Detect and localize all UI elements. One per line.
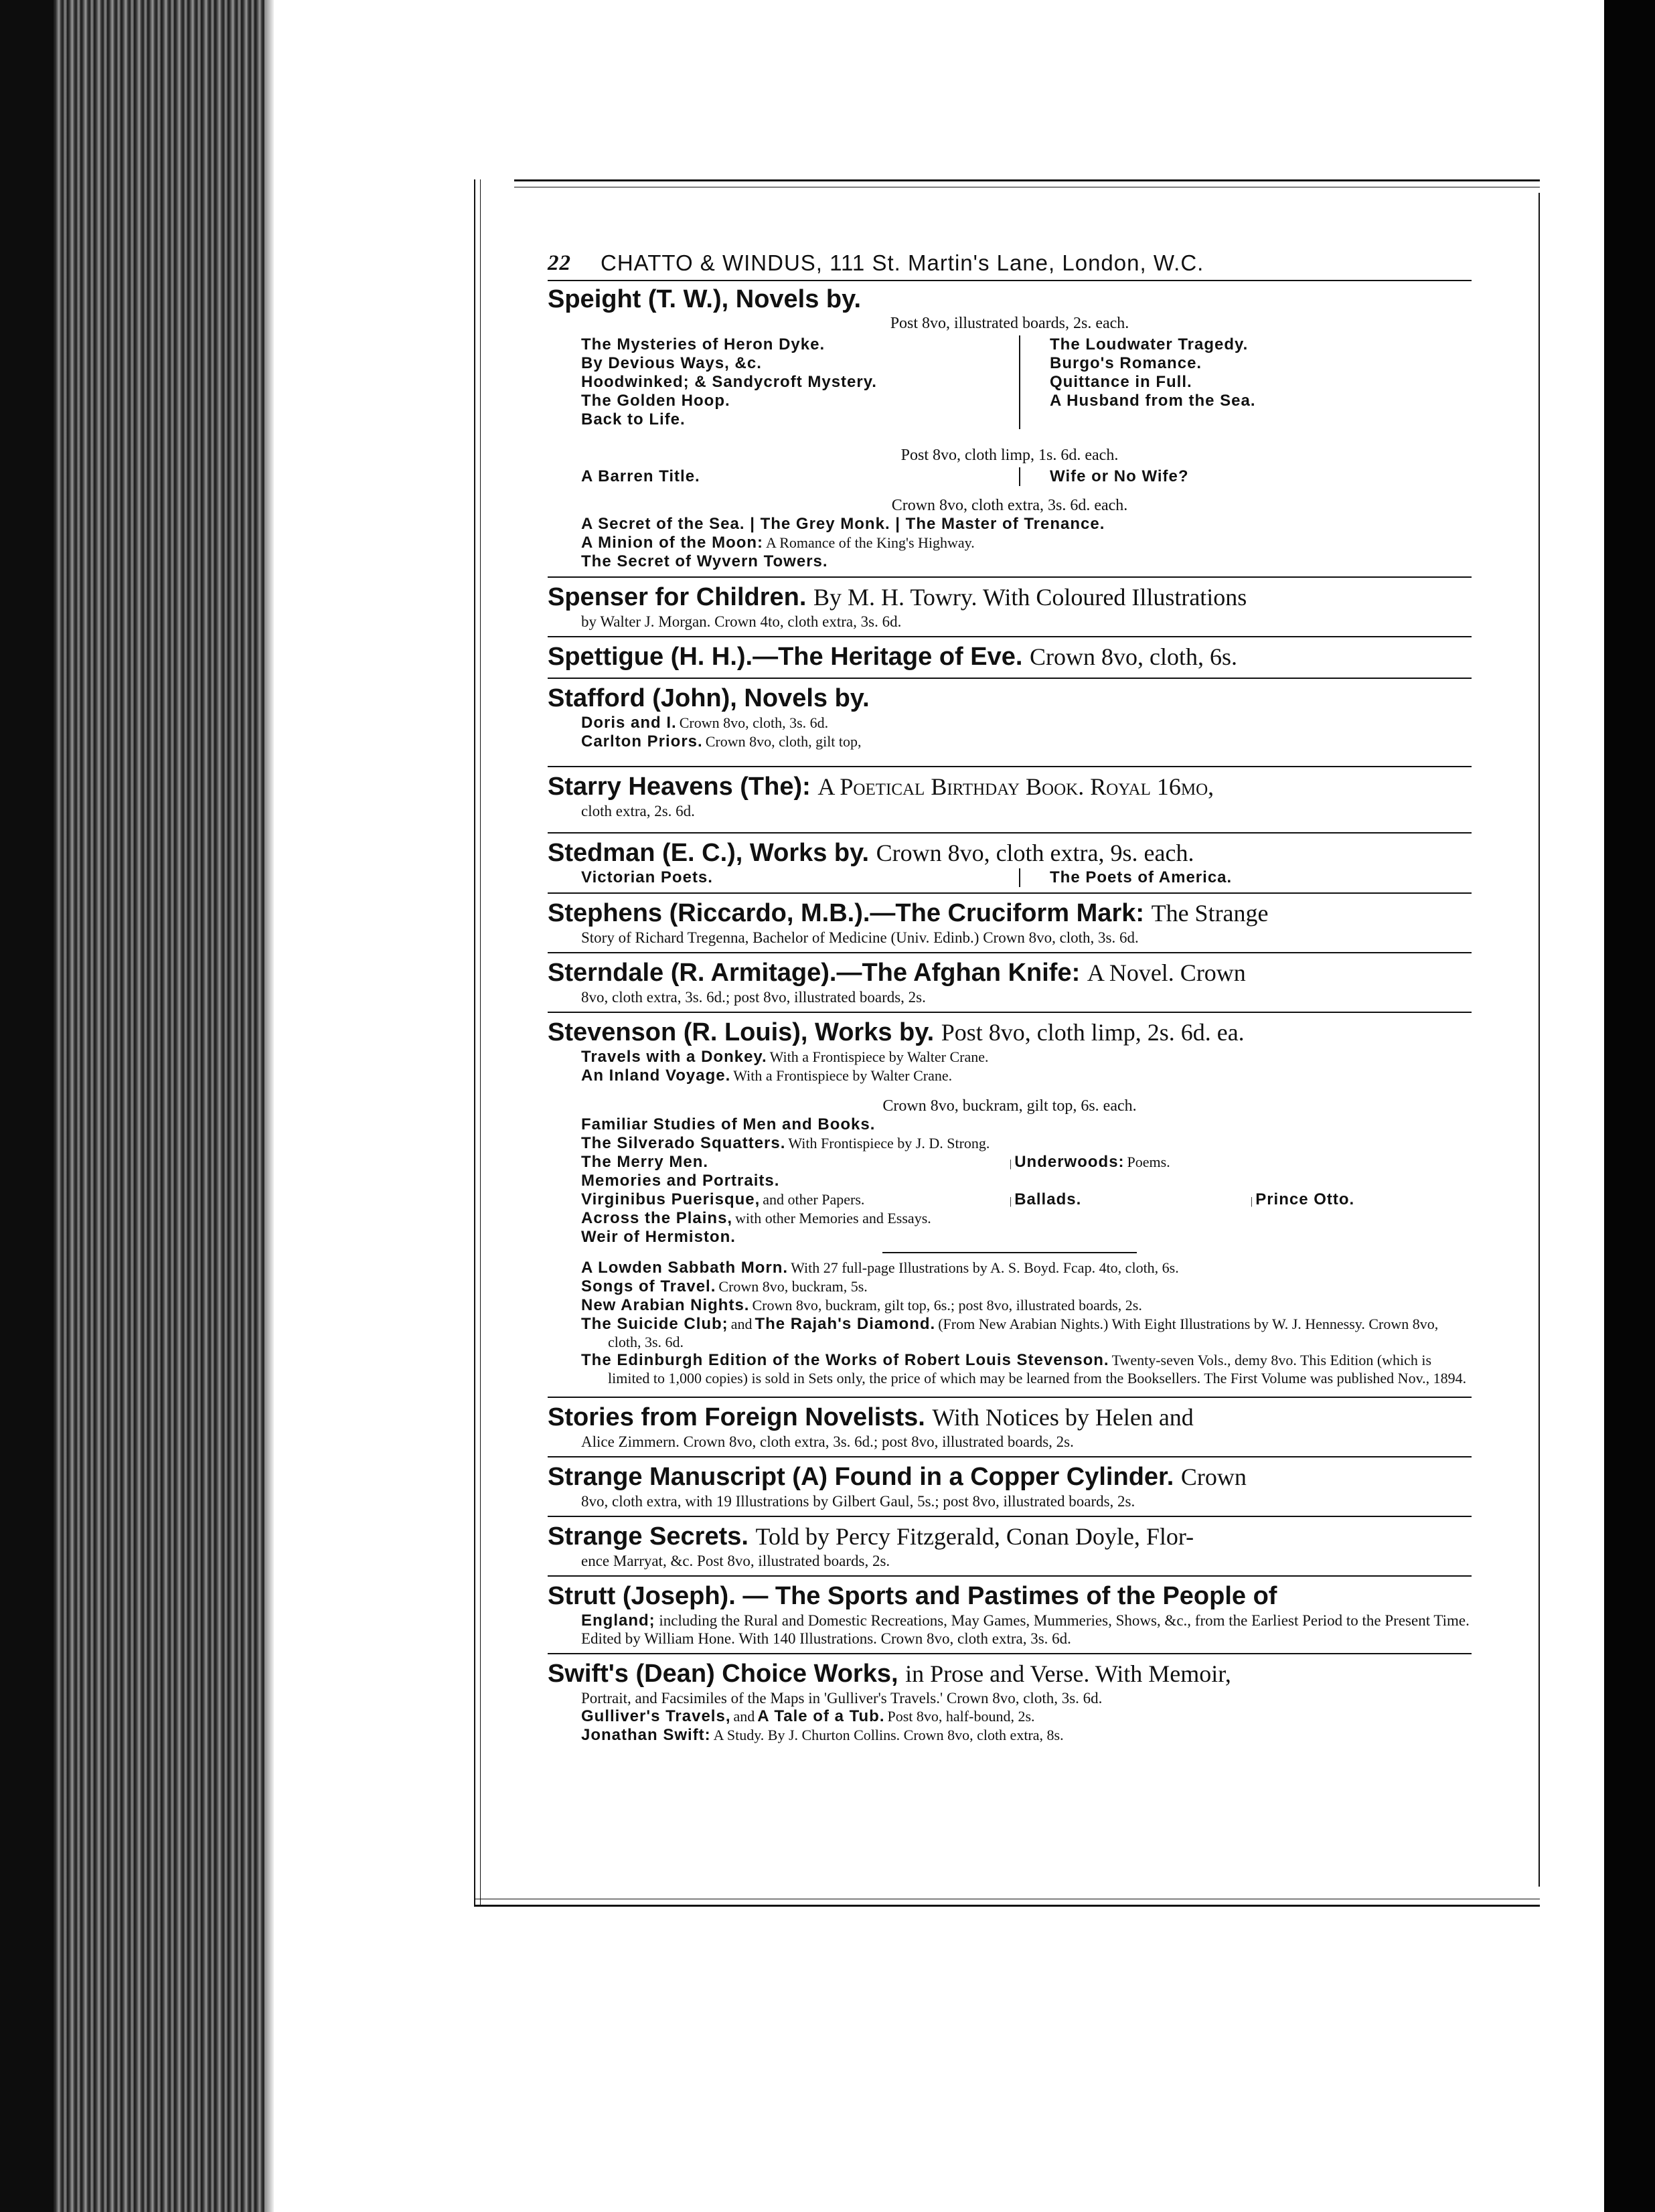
book-title: Carlton Priors. <box>581 732 703 750</box>
book-title: Across the Plains, <box>581 1209 733 1227</box>
frame-bottom-rule <box>474 1899 1540 1907</box>
book-title: A Barren Title. <box>581 467 700 485</box>
book-title: A Lowden Sabbath Morn. <box>581 1259 789 1277</box>
book-title: A Husband from the Sea. <box>1050 392 1256 410</box>
book-title: A Minion of the Moon: <box>581 534 764 552</box>
entry-title: Stedman (E. C.), Works by. <box>548 839 870 867</box>
book-title: Songs of Travel. <box>581 1277 716 1295</box>
entry-details: Story of Richard Tregenna, Bachelor of Medicine (Univ. Edinb.) Crown 8vo, cloth, 3s. 6d. <box>581 929 1139 946</box>
book-title: A Tale of a Tub. <box>757 1707 885 1725</box>
entry-rule <box>548 1456 1472 1457</box>
book-title: By Devious Ways, &c. <box>581 354 762 372</box>
title-column-right <box>1019 335 1434 429</box>
book-details: Post 8vo, half-bound, 2s. <box>887 1708 1035 1725</box>
entry-stories <box>548 1402 1472 1451</box>
entry-description: Crown 8vo, cloth extra, 9s. each. <box>876 840 1194 866</box>
entry-description: Crown <box>1180 1464 1247 1490</box>
entry-details: cloth extra, 2s. 6d. <box>581 803 695 819</box>
book-title: The Poets of America. <box>1050 868 1233 886</box>
entry-rule <box>548 1575 1472 1577</box>
frame-left-rule <box>474 179 481 1907</box>
book-title: New Arabian Nights. <box>581 1296 750 1314</box>
entry-description: in Prose and Verse. With Memoir, <box>905 1660 1231 1687</box>
book-title: Gulliver's Travels, <box>581 1707 731 1725</box>
book-title: Memories and Portraits. <box>581 1172 780 1190</box>
entry-rule <box>548 832 1472 834</box>
entry-sterndale <box>548 957 1472 1006</box>
entry-spenser <box>548 582 1472 631</box>
book-details: Twenty-seven Vols., demy 8vo. This Edition (which is limited to 1,000 copies) is sold in Sets only, the price of which may be learned from the Booksellers. The First Volume was published Nov., 1894. <box>608 1352 1467 1387</box>
book-title: Back to Life. <box>581 410 686 428</box>
price-note: Crown 8vo, cloth extra, 3s. 6d. each. <box>891 497 1128 514</box>
title-column-left <box>581 467 1019 486</box>
entry-swift <box>548 1658 1472 1745</box>
book-details: Crown 8vo, cloth, gilt top, <box>705 733 862 750</box>
section-divider <box>882 1252 1137 1253</box>
book-title: The Merry Men. <box>581 1153 709 1171</box>
entry-details: by Walter J. Morgan. Crown 4to, cloth extra, 3s. 6d. <box>581 613 902 630</box>
entry-rule <box>548 636 1472 637</box>
entry-stephens <box>548 898 1472 947</box>
book-details: A Study. By J. Churton Collins. Crown 8vo, cloth extra, 8s. <box>713 1727 1064 1743</box>
book-title: The Edinburgh Edition of the Works of Robert Louis Stevenson. <box>581 1351 1109 1369</box>
frame-right-rule <box>1539 193 1540 1887</box>
entry-rule <box>548 766 1472 767</box>
page-number: 22 <box>548 250 571 275</box>
entry-title: Swift's (Dean) Choice Works, <box>548 1660 898 1688</box>
book-title: Wife or No Wife? <box>1050 467 1189 485</box>
header-rule <box>548 280 1472 281</box>
entry-strutt <box>548 1581 1472 1648</box>
title-columns <box>581 868 1472 887</box>
page-gutter <box>264 0 274 2212</box>
entry-title: Starry Heavens (The): <box>548 773 811 801</box>
entry-title: Speight (T. W.), Novels by. <box>548 285 862 313</box>
title-column-left <box>581 868 1019 887</box>
entry-stevenson: Stevenson (R. Louis), Works by. Post 8vo, cloth limp, 2s. 6d. ea. Travels with a Donkey. With a Frontispiece by Walter Crane. An Inland Voyage. With a Frontispiece by Walter Crane. Crown 8vo, buckram, gilt top, 6s. each. Familiar Studies of Men and Books. The Silverado Squatters. With Frontispiece by J. D. Strong. The Merry Men. | Underwoods: Poems. Memories and Portraits. Virginibus Puerisque, and other Papers. | Ballads. | Prince Otto. Across the Plains, with other Memories and Essays. Weir of Hermiston. A Lowden Sabbath Morn. With 27 full-page Illustrations by A. S. Boyd. Fcap. 4to, cloth, 6s. Songs of Travel. Crown 8vo, buckram, 5s. New Arabian Nights. Crown 8vo, buckram, gilt top, 6s.; post 8vo, illustrated boards, 2s. The Suicide Club; and The Rajah's Diamond. (From New Arabian Nights.) With Eight Illustrations by W. J. Hennessy. Crown 8vo, cloth, 3s. 6d. The Edinburgh Edition of the Works of Robert Louis Stevenson. Twenty-seven Vols., demy 8vo. This Edition (which is limited to 1,000 copies) is sold in Sets only, the price of which may be learned from the Booksellers. The First Volume was published Nov., 1894. <box>548 1017 1472 1387</box>
book-details: and other Papers. <box>763 1191 865 1208</box>
entry-stafford <box>548 683 1472 751</box>
entry-description: A Novel. Crown <box>1087 959 1246 986</box>
book-title: The Suicide Club; <box>581 1315 728 1333</box>
entry-details: 8vo, cloth extra, with 19 Illustrations by Gilbert Gaul, 5s.; post 8vo, illustrated boards, 2s. <box>581 1493 1135 1510</box>
book-title: Underwoods: <box>1014 1153 1125 1171</box>
entry-details: ence Marryat, &c. Post 8vo, illustrated boards, 2s. <box>581 1553 890 1569</box>
book-details: Crown 8vo, buckram, gilt top, 6s.; post 8vo, illustrated boards, 2s. <box>752 1297 1142 1314</box>
title-column-right <box>1019 467 1434 486</box>
book-title: Virginibus Puerisque, <box>581 1190 761 1208</box>
price-note: Post 8vo, illustrated boards, 2s. each. <box>890 315 1129 332</box>
connector: and <box>733 1708 755 1725</box>
frame-top-rule <box>514 179 1540 187</box>
book-title: The Mysteries of Heron Dyke. <box>581 335 825 353</box>
book-title: Doris and I. <box>581 714 677 732</box>
entry-title: Strutt (Joseph). — The Sports and Pastimes of the People of <box>548 1582 1277 1610</box>
book-title: Familiar Studies of Men and Books. <box>581 1115 876 1133</box>
book-title: Ballads. <box>1014 1190 1082 1208</box>
entry-description: By M. H. Towry. With Coloured Illustrations <box>813 584 1247 611</box>
entry-rule <box>548 1397 1472 1398</box>
entry-rule <box>548 892 1472 894</box>
book-title: Jonathan Swift: <box>581 1726 711 1744</box>
entry-rule <box>548 576 1472 578</box>
book-details: With Frontispiece by J. D. Strong. <box>788 1135 990 1152</box>
entry-starry-heavens <box>548 771 1472 820</box>
price-note: Crown 8vo, buckram, gilt top, 6s. each. <box>882 1097 1137 1115</box>
entry-description: With Notices by Helen and <box>932 1404 1194 1431</box>
running-header <box>548 249 1472 277</box>
title-column-left <box>581 335 1019 429</box>
publisher-address: 111 St. Martin's Lane, London, W.C. <box>830 250 1204 275</box>
book-details: With a Frontispiece by Walter Crane. <box>733 1067 953 1084</box>
book-title: An Inland Voyage. <box>581 1066 731 1085</box>
book-details: With 27 full-page Illustrations by A. S. Boyd. Fcap. 4to, cloth, 6s. <box>791 1259 1179 1276</box>
entry-title: Stafford (John), Novels by. <box>548 684 870 712</box>
book-details: With a Frontispiece by Walter Crane. <box>769 1048 989 1065</box>
entry-description: The Strange <box>1151 900 1269 927</box>
book-title: Quittance in Full. <box>1050 373 1192 391</box>
entry-details: 8vo, cloth extra, 3s. 6d.; post 8vo, illustrated boards, 2s. <box>581 989 926 1006</box>
title-column-right <box>1019 868 1434 887</box>
title-columns <box>581 335 1472 429</box>
entry-title: Strange Secrets. <box>548 1522 748 1551</box>
entry-rule <box>548 678 1472 679</box>
entry-rule <box>548 1516 1472 1517</box>
limp-titles <box>581 467 1472 486</box>
book-title: Travels with a Donkey. <box>581 1048 767 1066</box>
book-title: England; <box>581 1611 655 1630</box>
entry-title: Stephens (Riccardo, M.B.).—The Cruciform Mark: <box>548 899 1145 927</box>
entry-strange-manuscript <box>548 1462 1472 1510</box>
entry-details: Alice Zimmern. Crown 8vo, cloth extra, 3s. 6d.; post 8vo, illustrated boards, 2s. <box>581 1433 1074 1450</box>
book-title: The Golden Hoop. <box>581 392 730 410</box>
entry-rule <box>548 1012 1472 1013</box>
book-title: Prince Otto. <box>1255 1190 1355 1208</box>
book-title: Burgo's Romance. <box>1050 354 1202 372</box>
entry-title: Stevenson (R. Louis), Works by. <box>548 1018 935 1046</box>
book-title: Weir of Hermiston. <box>581 1228 736 1246</box>
book-details: Crown 8vo, buckram, 5s. <box>718 1278 868 1295</box>
book-title-line: A Secret of the Sea. | The Grey Monk. | The Master of Trenance. <box>581 515 1105 533</box>
book-title: The Rajah's Diamond. <box>755 1315 936 1333</box>
entry-title: Spenser for Children. <box>548 583 807 611</box>
book-details: with other Memories and Essays. <box>735 1210 931 1227</box>
entry-speight <box>548 284 1472 571</box>
entry-title: Spettigue (H. H.).—The Heritage of Eve. <box>548 643 1023 671</box>
price-note: Post 8vo, cloth limp, 1s. 6d. each. <box>900 447 1119 464</box>
entry-title: Strange Manuscript (A) Found in a Copper Cylinder. <box>548 1463 1174 1491</box>
publisher-name: CHATTO & WINDUS, <box>601 250 823 275</box>
book-details: Crown 8vo, cloth, 3s. 6d. <box>679 714 829 731</box>
book-edge-shadow <box>0 0 54 2212</box>
entry-title: Sterndale (R. Armitage).—The Afghan Knife: <box>548 959 1081 987</box>
entry-strange-secrets <box>548 1521 1472 1570</box>
entry-description: Told by Percy Fitzgerald, Conan Doyle, Flor- <box>755 1523 1194 1550</box>
entry-details: including the Rural and Domestic Recreations, May Games, Mummeries, Shows, &c., from the Earliest Period to the Present Time. Edited by William Hone. With 140 Illustrations. Crown 8vo, cloth extra, 3s. 6d. <box>581 1612 1470 1647</box>
scan-border <box>1604 0 1655 2212</box>
book-title: The Silverado Squatters. <box>581 1134 786 1152</box>
book-title: The Loudwater Tragedy. <box>1050 335 1249 353</box>
page-frame <box>474 179 1540 1907</box>
book-title: Victorian Poets. <box>581 868 713 886</box>
entry-spettigue <box>548 641 1472 672</box>
entry-description: A Poetical Birthday Book. Royal 16mo, <box>817 773 1214 800</box>
book-details: Poems. <box>1127 1154 1170 1170</box>
entry-title: Stories from Foreign Novelists. <box>548 1403 925 1431</box>
connector: and <box>730 1316 753 1332</box>
book-title: Hoodwinked; & Sandycroft Mystery. <box>581 373 877 391</box>
book-details: (From New Arabian Nights.) With Eight Illustrations by W. J. Hennessy. Crown 8vo, cloth, 3s. 6d. <box>608 1316 1439 1350</box>
entry-description: Crown 8vo, cloth, 6s. <box>1029 643 1237 670</box>
book-title: The Secret of Wyvern Towers. <box>581 552 828 570</box>
entry-rule <box>548 1653 1472 1654</box>
entry-details: Portrait, and Facsimiles of the Maps in 'Gulliver's Travels.' Crown 8vo, cloth, 3s. 6d. <box>581 1690 1103 1707</box>
entry-stedman <box>548 838 1472 887</box>
entry-description: Post 8vo, cloth limp, 2s. 6d. ea. <box>941 1019 1245 1046</box>
catalogue-content <box>548 249 1472 1745</box>
entry-rule <box>548 952 1472 953</box>
book-subtitle: A Romance of the King's Highway. <box>766 534 975 551</box>
